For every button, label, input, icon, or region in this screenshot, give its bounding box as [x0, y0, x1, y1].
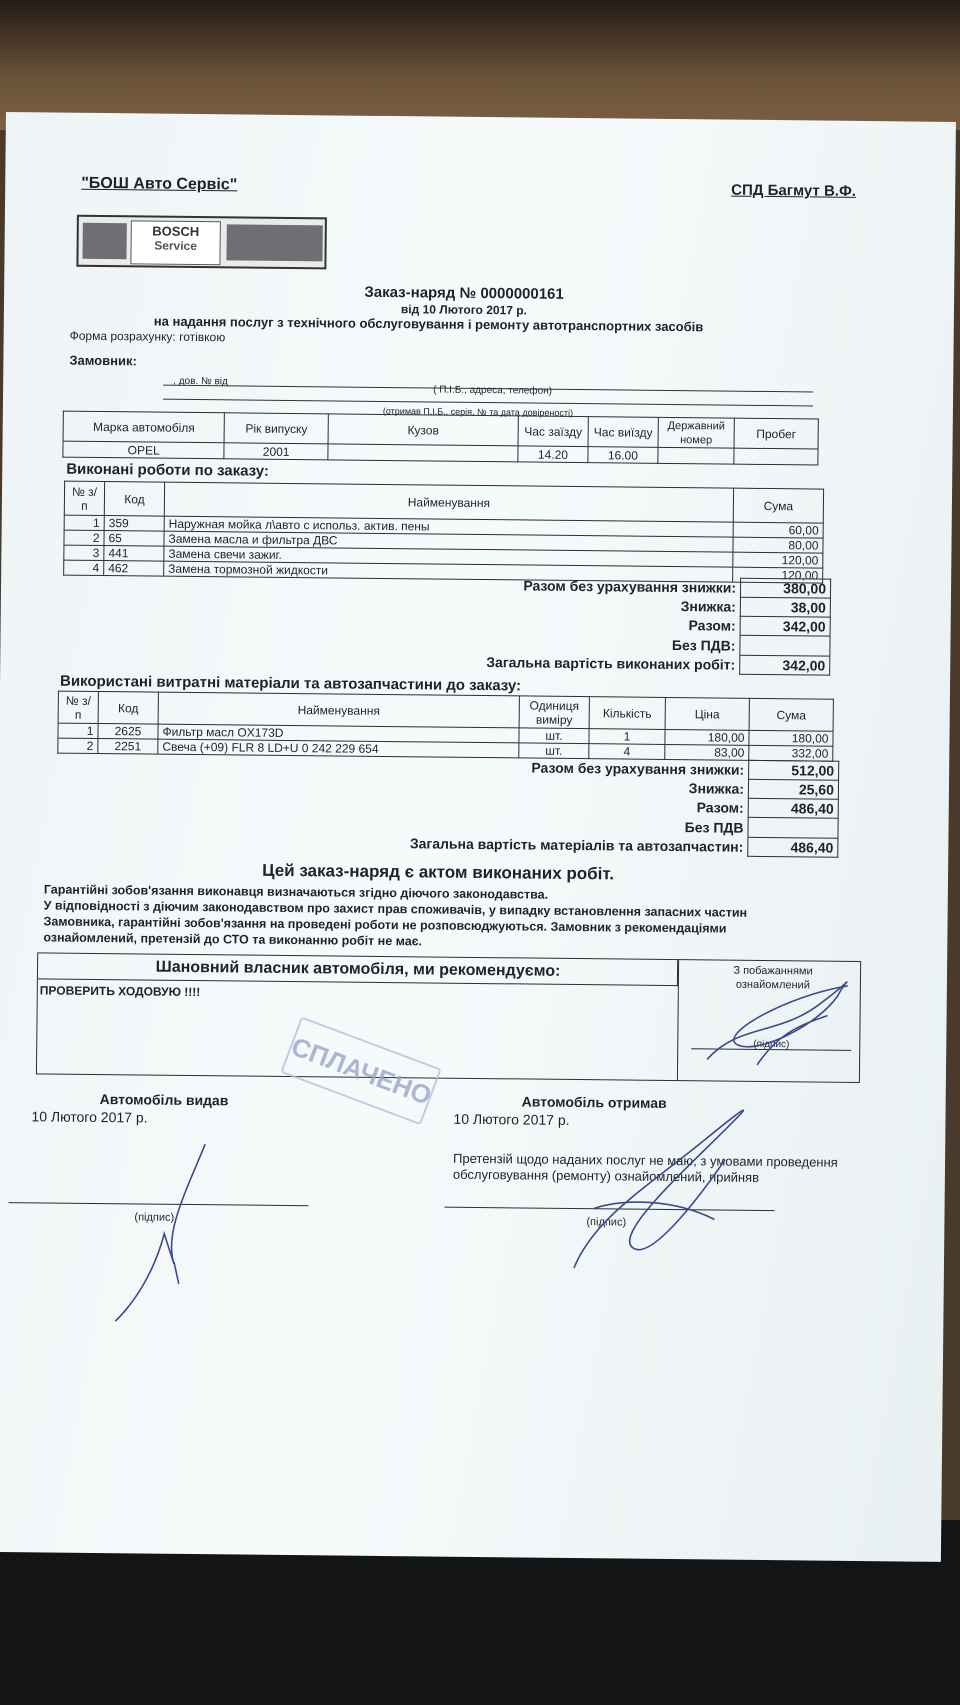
mat-total-label: Разом без урахування знижки:	[531, 759, 745, 778]
claims-line1: Претензій щодо наданих послуг не маю, з умовами проведення	[452, 1150, 838, 1170]
cell-name: Свеча (+09) FLR 8 LD+U 0 242 229 654	[158, 739, 519, 758]
cell-sum: 60,00	[733, 522, 823, 538]
mat-header-unit: Одиниця виміру	[519, 696, 589, 729]
cell-n: 2	[64, 530, 104, 545]
cell-n: 1	[64, 515, 104, 530]
recommend-header	[38, 953, 678, 986]
works-title: Виконані роботи по заказу:	[66, 460, 270, 480]
claims-line2: обслуговування (ремонту) ознайомлений, прийняв	[452, 1166, 760, 1185]
received-date: 10 Лютого 2017 р.	[453, 1110, 570, 1128]
act-line3: Замовника, гарантійні зобов'язання на проведені роботи не розповсюджуються. Замовник з рекомендаціями	[43, 914, 727, 936]
mat-discount-value: 25,60	[748, 779, 838, 799]
cell-qty: 1	[589, 729, 665, 745]
car-plate	[658, 447, 734, 464]
order-subtitle: на надання послуг з технічного обслуговування і ремонту автотранспортних засобів	[153, 313, 704, 335]
recommend-text: ПРОВЕРИТЬ ХОДОВУЮ !!!!	[39, 983, 201, 1000]
act-line4: ознайомлений, претензій до СТО та виконанню робіт не має.	[43, 930, 423, 949]
car-body	[328, 444, 518, 462]
mat-vat-value	[748, 817, 838, 838]
works-total-value: 380,00	[740, 578, 830, 598]
customer-label: Замовник:	[69, 352, 137, 369]
car-header-year: Рік випуску	[224, 413, 328, 444]
receiver-signature	[554, 1098, 756, 1280]
logo-line1: BOSCH	[152, 223, 200, 240]
received-sign-hint: (підпис)	[586, 1216, 627, 1229]
issuer-signature	[103, 1133, 225, 1324]
cell-code: 2625	[98, 723, 158, 739]
pib-hint: ( П.І.Б., адреса, телефон)	[433, 384, 553, 397]
car-header-brand: Марка автомобіля	[63, 411, 225, 443]
mat-header-name: Найменування	[158, 692, 519, 728]
cell-name: Замена свечи зажиг.	[164, 546, 733, 567]
recommend-side-label2: ознайомлений	[735, 978, 810, 992]
car-year: 2001	[224, 443, 328, 460]
works-vat-value	[740, 635, 830, 656]
issued-title: Автомобіль видав	[99, 1091, 229, 1109]
car-header-out: Час виїзду	[588, 417, 658, 448]
works-sum-label: Разом:	[688, 617, 736, 634]
works-total-label: Разом без урахування знижки:	[523, 577, 737, 596]
car-table	[62, 411, 818, 466]
cell-code: 462	[104, 561, 164, 577]
works-header-name: Найменування	[164, 482, 733, 522]
recommend-title: Шановний власник автомобіля, ми рекомендуємо:	[155, 958, 561, 980]
materials-title: Використані витратні матеріали та автозапчастини до заказу:	[59, 672, 522, 695]
works-sum-value: 342,00	[740, 616, 830, 636]
cell-name: Замена тормозной жидкости	[164, 561, 733, 582]
works-discount-label: Знижка:	[680, 598, 736, 615]
cell-n: 2	[58, 738, 98, 753]
act-line1: Гарантійні зобов'язання виконавця визначаються згідно діючого законодавства.	[43, 882, 549, 902]
mat-vat-label: Без ПДВ	[684, 818, 744, 836]
background-desk	[0, 0, 960, 130]
cell-code: 359	[104, 516, 164, 532]
cell-sum: 120,00	[733, 552, 823, 568]
cell-code: 2251	[98, 738, 158, 754]
recommend-side-label1: З побажаннями	[733, 964, 813, 978]
mat-header-price: Ціна	[665, 697, 749, 730]
car-brand: OPEL	[63, 441, 225, 459]
order-date: від 10 Лютого 2017 р.	[400, 302, 528, 318]
right-company: СПД Багмут В.Ф.	[731, 181, 857, 200]
mat-discount-label: Знижка:	[688, 780, 745, 797]
mat-grand-value: 486,40	[748, 837, 838, 857]
paid-stamp: СПЛАЧЕНО	[280, 1016, 442, 1125]
issued-date: 10 Лютого 2017 р.	[31, 1108, 148, 1126]
car-time-out: 16.00	[588, 447, 658, 464]
recommend-box	[36, 952, 861, 1083]
works-discount-value: 38,00	[740, 597, 830, 617]
cell-qty: 4	[589, 744, 665, 760]
works-table	[63, 481, 824, 584]
materials-totals	[398, 756, 839, 858]
cell-sum: 80,00	[733, 537, 823, 553]
issued-sign-hint: (підпис)	[134, 1211, 175, 1224]
received-title: Автомобіль отримав	[521, 1093, 667, 1111]
order-title: Заказ-наряд № 0000000161	[364, 283, 564, 303]
company-name: "БОШ Авто Сервіс"	[81, 174, 238, 194]
cell-n: 3	[64, 545, 104, 560]
works-grand-value: 342,00	[740, 655, 830, 675]
cell-n: 1	[58, 723, 98, 738]
order-document	[0, 112, 956, 1562]
mat-total-value: 512,00	[749, 760, 839, 780]
cell-sum: 180,00	[749, 730, 833, 746]
cell-unit: шт.	[519, 728, 589, 744]
cell-code: 65	[104, 531, 164, 547]
cell-unit: шт.	[519, 743, 589, 759]
dov-label: , дов. № від	[173, 375, 228, 388]
cell-sum: 120,00	[733, 567, 823, 583]
car-header-plate: Державний номер	[658, 417, 734, 448]
mat-sum-value: 486,40	[748, 798, 838, 818]
car-mileage	[734, 448, 818, 465]
act-title: Цей заказ-наряд є актом виконаних робіт.	[262, 860, 615, 884]
cell-name: Замена масла и фильтра ДВС	[164, 531, 733, 552]
works-vat-label: Без ПДВ:	[671, 636, 736, 654]
car-header-body: Кузов	[328, 414, 518, 446]
works-header-sum: Сума	[733, 488, 823, 523]
mat-header-sum: Сума	[749, 698, 833, 731]
works-header-n: № з/п	[64, 481, 104, 515]
mat-header-code: Код	[98, 691, 158, 724]
owner-signature	[697, 964, 858, 1076]
recommend-sign-hint: (підпис)	[753, 1038, 790, 1051]
bosch-logo	[76, 215, 327, 270]
payment-form: Форма розрахунку: готівкою	[69, 328, 226, 345]
act-line2: У відповідності з діючим законодавством про захист прав споживачів, у випадку встановлення запасних частин	[43, 898, 748, 920]
mat-header-qty: Кількість	[589, 697, 665, 730]
car-header-in: Час заїзду	[518, 416, 588, 447]
mat-grand-label: Загальна вартість матеріалів та автозапчастин:	[409, 835, 744, 855]
works-grand-label: Загальна вартість виконаних робіт:	[486, 654, 736, 673]
cell-name: Фильтр масл OX173D	[158, 724, 519, 743]
cell-price: 83,00	[665, 744, 749, 760]
otrymav-line	[163, 390, 813, 407]
cell-price: 180,00	[665, 729, 749, 745]
car-time-in: 14.20	[518, 446, 588, 463]
logo-line2: Service	[154, 238, 198, 254]
mat-header-n: № з/п	[58, 691, 98, 723]
cell-sum: 332,00	[749, 745, 833, 761]
mat-sum-label: Разом:	[696, 799, 744, 816]
cell-code: 441	[104, 546, 164, 562]
otrymav-hint: (отримав П.І.Б., серія, № та дата довіреності)	[382, 405, 574, 418]
car-header-mileage: Пробег	[734, 418, 818, 449]
materials-table	[57, 691, 834, 762]
works-header-code: Код	[104, 482, 164, 517]
cell-n: 4	[64, 560, 104, 575]
works-totals	[440, 575, 831, 676]
cell-name: Наружная мойка л\авто с использ. актив. пены	[164, 516, 733, 537]
